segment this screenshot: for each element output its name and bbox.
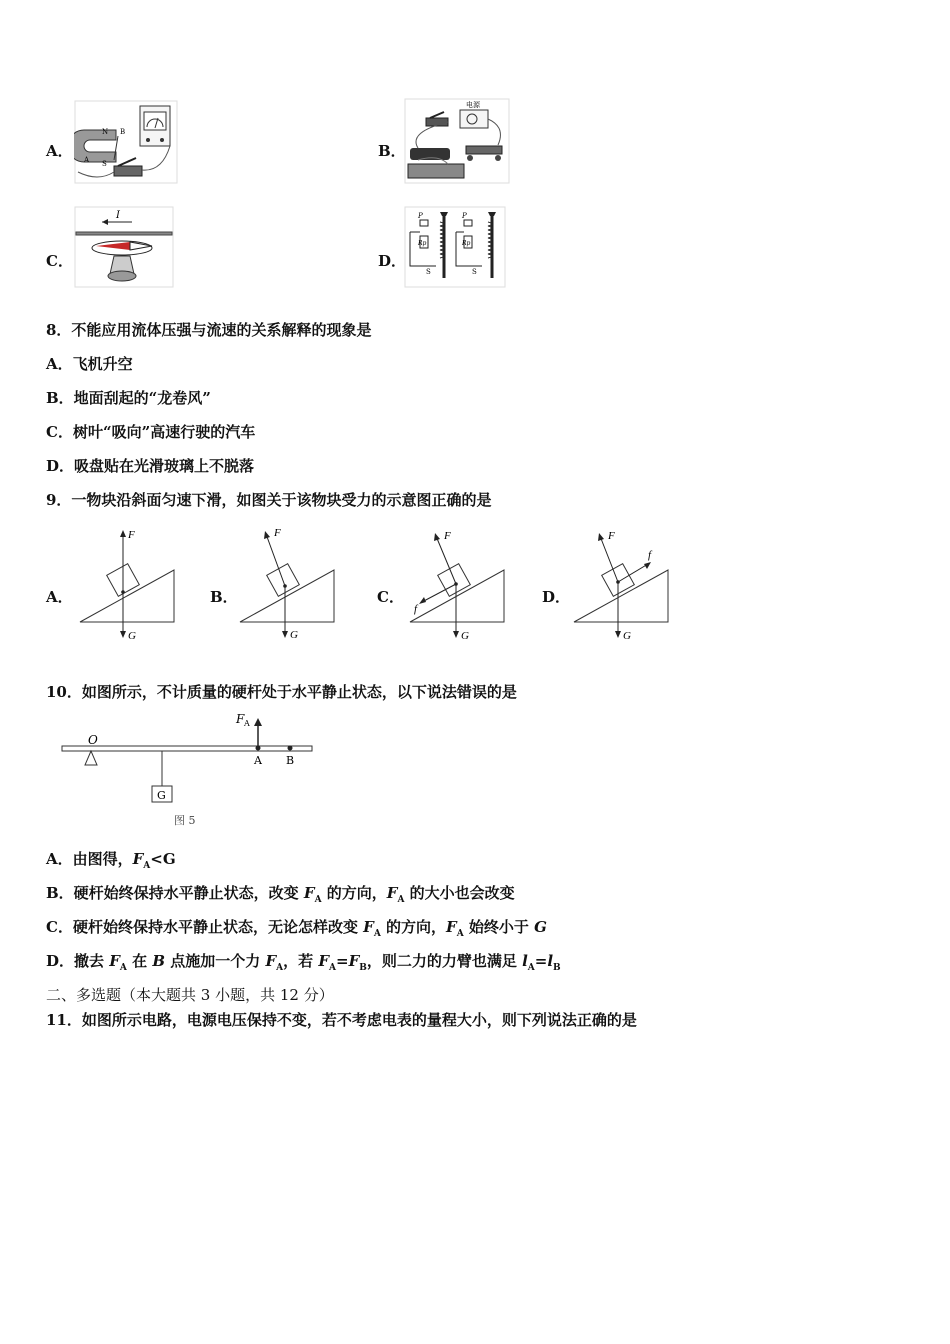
label-s-right: S (472, 268, 477, 276)
fulcrum (85, 751, 97, 765)
q9-figure-a (78, 528, 178, 644)
q10-stem: 10．如图所示，不计质量的硬杆处于水平静止状态，以下说法错误的是 (46, 683, 517, 701)
label-a: A (254, 754, 262, 767)
q8-option-c[interactable]: C．树叶“吸向”高速行驶的汽车 (46, 423, 256, 441)
q9-figure-d (570, 528, 674, 644)
label-b: B (286, 754, 295, 767)
label-a: A (84, 156, 90, 164)
power-label: 电源 (466, 101, 480, 109)
q8-option-a[interactable]: A．飞机升空 (46, 355, 133, 373)
figure-caption: 图 5 (174, 814, 196, 827)
label-n: N (102, 128, 109, 136)
label-rp-left: Rp (418, 240, 427, 247)
force-arrow (254, 718, 262, 726)
q9-figure-b (238, 526, 338, 644)
label-fa-sub: A (244, 719, 250, 728)
q7-figure-b (404, 98, 510, 184)
label-g: G (461, 630, 469, 642)
q11-stem: 11．如图所示电路，电源电压保持不变，若不考虑电表的量程大小，则下列说法正确的是 (46, 1011, 637, 1029)
label-p-left: P (418, 212, 423, 220)
q9-stem: 9．一物块沿斜面匀速下滑，如图关于该物块受力的示意图正确的是 (46, 491, 492, 509)
label-f: F (128, 529, 135, 541)
q9-option-b-label[interactable]: B． (210, 588, 238, 606)
q10-option-d[interactable]: D．撤去 $F_A$ 在 B 点施加一个力 $F_A$，若 $F_A=F_B$，则二力的力臂也满足 $l_A=l_B$ (46, 952, 561, 973)
section-2-title: 二、多选题（本大题共 3 小题，共 12 分） (46, 986, 334, 1004)
label-rp-right: Rp (462, 240, 471, 247)
label-p-right: P (462, 212, 467, 220)
q9-figure-c (406, 528, 510, 644)
circuit-right (456, 212, 496, 278)
label-b: B (120, 128, 126, 136)
wire (76, 232, 172, 235)
label-f-friction: f (414, 603, 418, 615)
label-f: F (274, 527, 281, 539)
q8-option-b[interactable]: B．地面刮起的“龙卷风” (46, 389, 211, 407)
label-g: G (290, 629, 298, 641)
q7-figure-c (74, 206, 174, 288)
q7-figure-a (74, 100, 178, 184)
q9-option-d-label[interactable]: D． (542, 588, 571, 606)
q9-option-c-label[interactable]: C． (377, 588, 404, 606)
q7-figure-d (404, 206, 506, 288)
q10-option-b[interactable]: B．硬杆始终保持水平静止状态，改变 $F_A$ 的方向，$F_A$ 的大小也会改变 (46, 884, 515, 905)
label-fa: F (236, 712, 245, 726)
label-g: G (128, 630, 136, 642)
label-f-friction: f (648, 549, 652, 561)
q10-option-a[interactable]: A．由图得，$F_A<G$ (46, 850, 176, 871)
current-label: I (116, 210, 120, 221)
q7-option-a-label[interactable]: A． (46, 142, 73, 160)
label-o: O (88, 733, 98, 747)
q7-option-d-label[interactable]: D． (378, 252, 407, 270)
q10-option-c[interactable]: C．硬杆始终保持水平静止状态，无论怎样改变 $F_A$ 的方向，$F_A$ 始终小于 G (46, 918, 547, 939)
label-s: S (102, 160, 107, 168)
label-g: G (157, 789, 166, 802)
q7-option-c-label[interactable]: C． (46, 252, 73, 270)
q8-option-d[interactable]: D．吸盘贴在光滑玻璃上不脱落 (46, 457, 255, 475)
q8-stem: 8．不能应用流体压强与流速的关系解释的现象是 (46, 321, 372, 339)
q10-figure (56, 708, 322, 832)
label-f: F (608, 530, 615, 542)
lever (62, 746, 312, 751)
q7-option-b-label[interactable]: B． (378, 142, 406, 160)
circuit-left (410, 212, 448, 278)
q9-option-a-label[interactable]: A． (46, 588, 73, 606)
label-s-left: S (426, 268, 431, 276)
label-f: F (444, 530, 451, 542)
label-g: G (623, 630, 631, 642)
